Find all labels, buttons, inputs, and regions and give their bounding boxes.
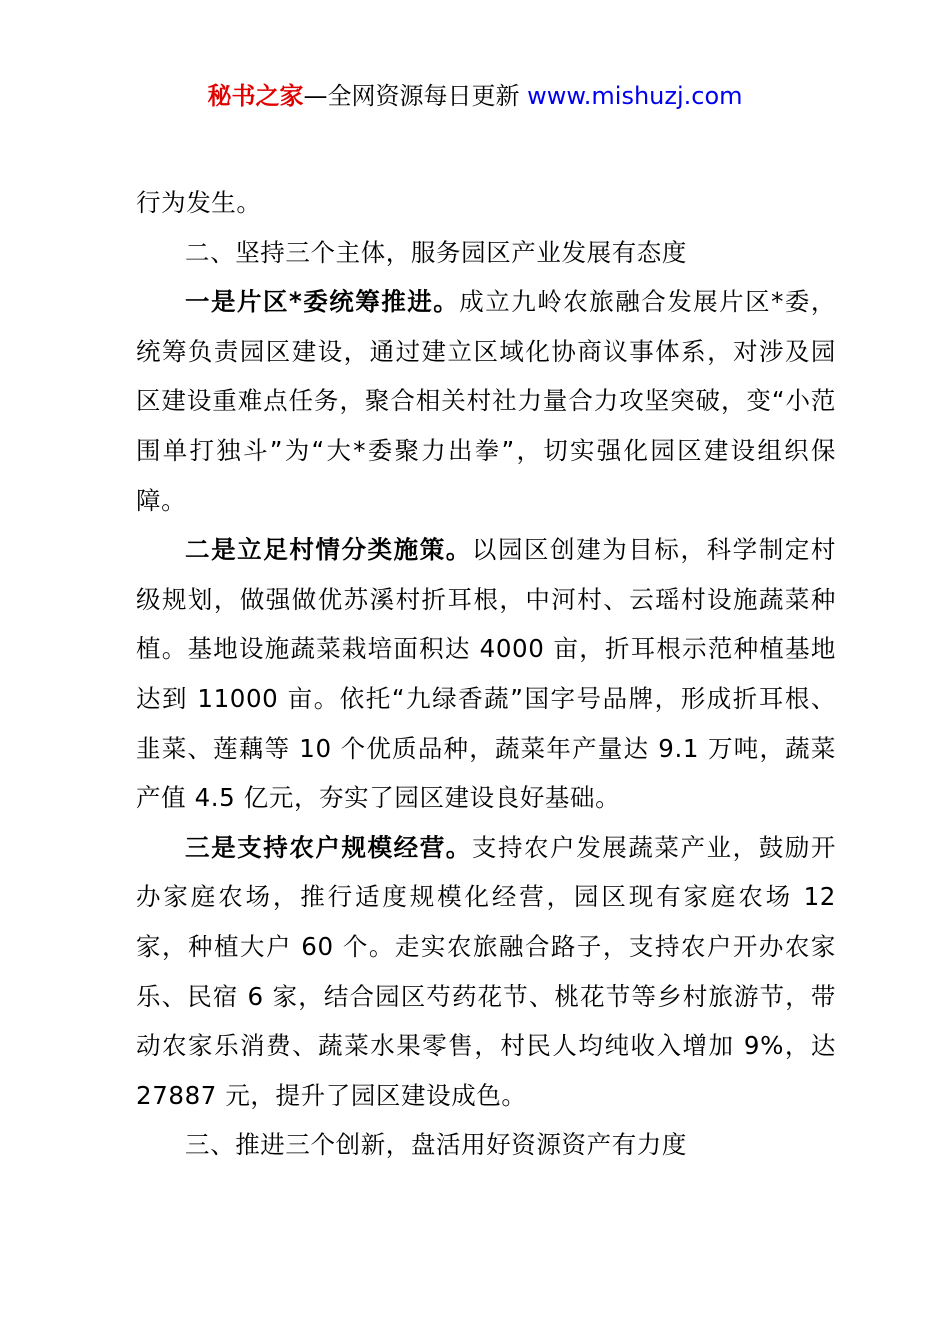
document-body (136, 178, 836, 1170)
paragraph-2 (136, 525, 836, 823)
section-heading-3: 三、推进三个创新，盘活用好资源资产有力度 (185, 1130, 687, 1160)
paragraph-3 (136, 823, 836, 1121)
site-url-link[interactable]: www.mishuzj.com (527, 82, 743, 110)
paragraph-2-text: 以园区创建为目标，科学制定村级规划，做强做优苏溪村折耳根，中河村、云瑶村设施蔬菜种植。基地设施蔬菜栽培面积达 4000 亩，折耳根示范种植基地达到 11000 亩。依托“九绿香蔬”国字号品牌，形成折耳根、韭菜、莲藕等 10 个优质品种，蔬菜年产量达 9.1 万吨，蔬菜产值 4.5 亿元，夯实了园区建设良好基础。 (136, 535, 836, 813)
page-header (0, 78, 950, 114)
paragraph-2-lead: 二是立足村情分类施策。 (185, 535, 472, 565)
paragraph-3-lead: 三是支持农户规模经营。 (185, 832, 472, 862)
site-brand: 秘书之家 (207, 82, 304, 110)
paragraph-1 (136, 277, 836, 525)
paragraph-continuation: 行为发生。 (136, 188, 262, 217)
paragraph-1-lead: 一是片区*委统筹推进。 (185, 287, 460, 317)
section-heading-2: 二、坚持三个主体，服务园区产业发展有态度 (185, 237, 687, 267)
site-tagline: —全网资源每日更新 (303, 82, 528, 110)
paragraph-1-text: 成立九岭农旅融合发展片区*委，统筹负责园区建设，通过建立区域化协商议事体系，对涉及园区建设重难点任务，聚合相关村社力量合力攻坚突破，变“小范围单打独斗”为“大*委聚力出拳”，切实强化园区建设组织保障。 (136, 287, 837, 515)
paragraph-3-text: 支持农户发展蔬菜产业，鼓励开办家庭农场，推行适度规模化经营，园区现有家庭农场 12 家，种植大户 60 个。走实农旅融合路子，支持农户开办农家乐、民宿 6 家，结合园区芍药花节、桃花节等乡村旅游节，带动农家乐消费、蔬菜水果零售，村民人均纯收入增加 9%，达 27887 元，提升了园区建设成色。 (136, 832, 836, 1110)
